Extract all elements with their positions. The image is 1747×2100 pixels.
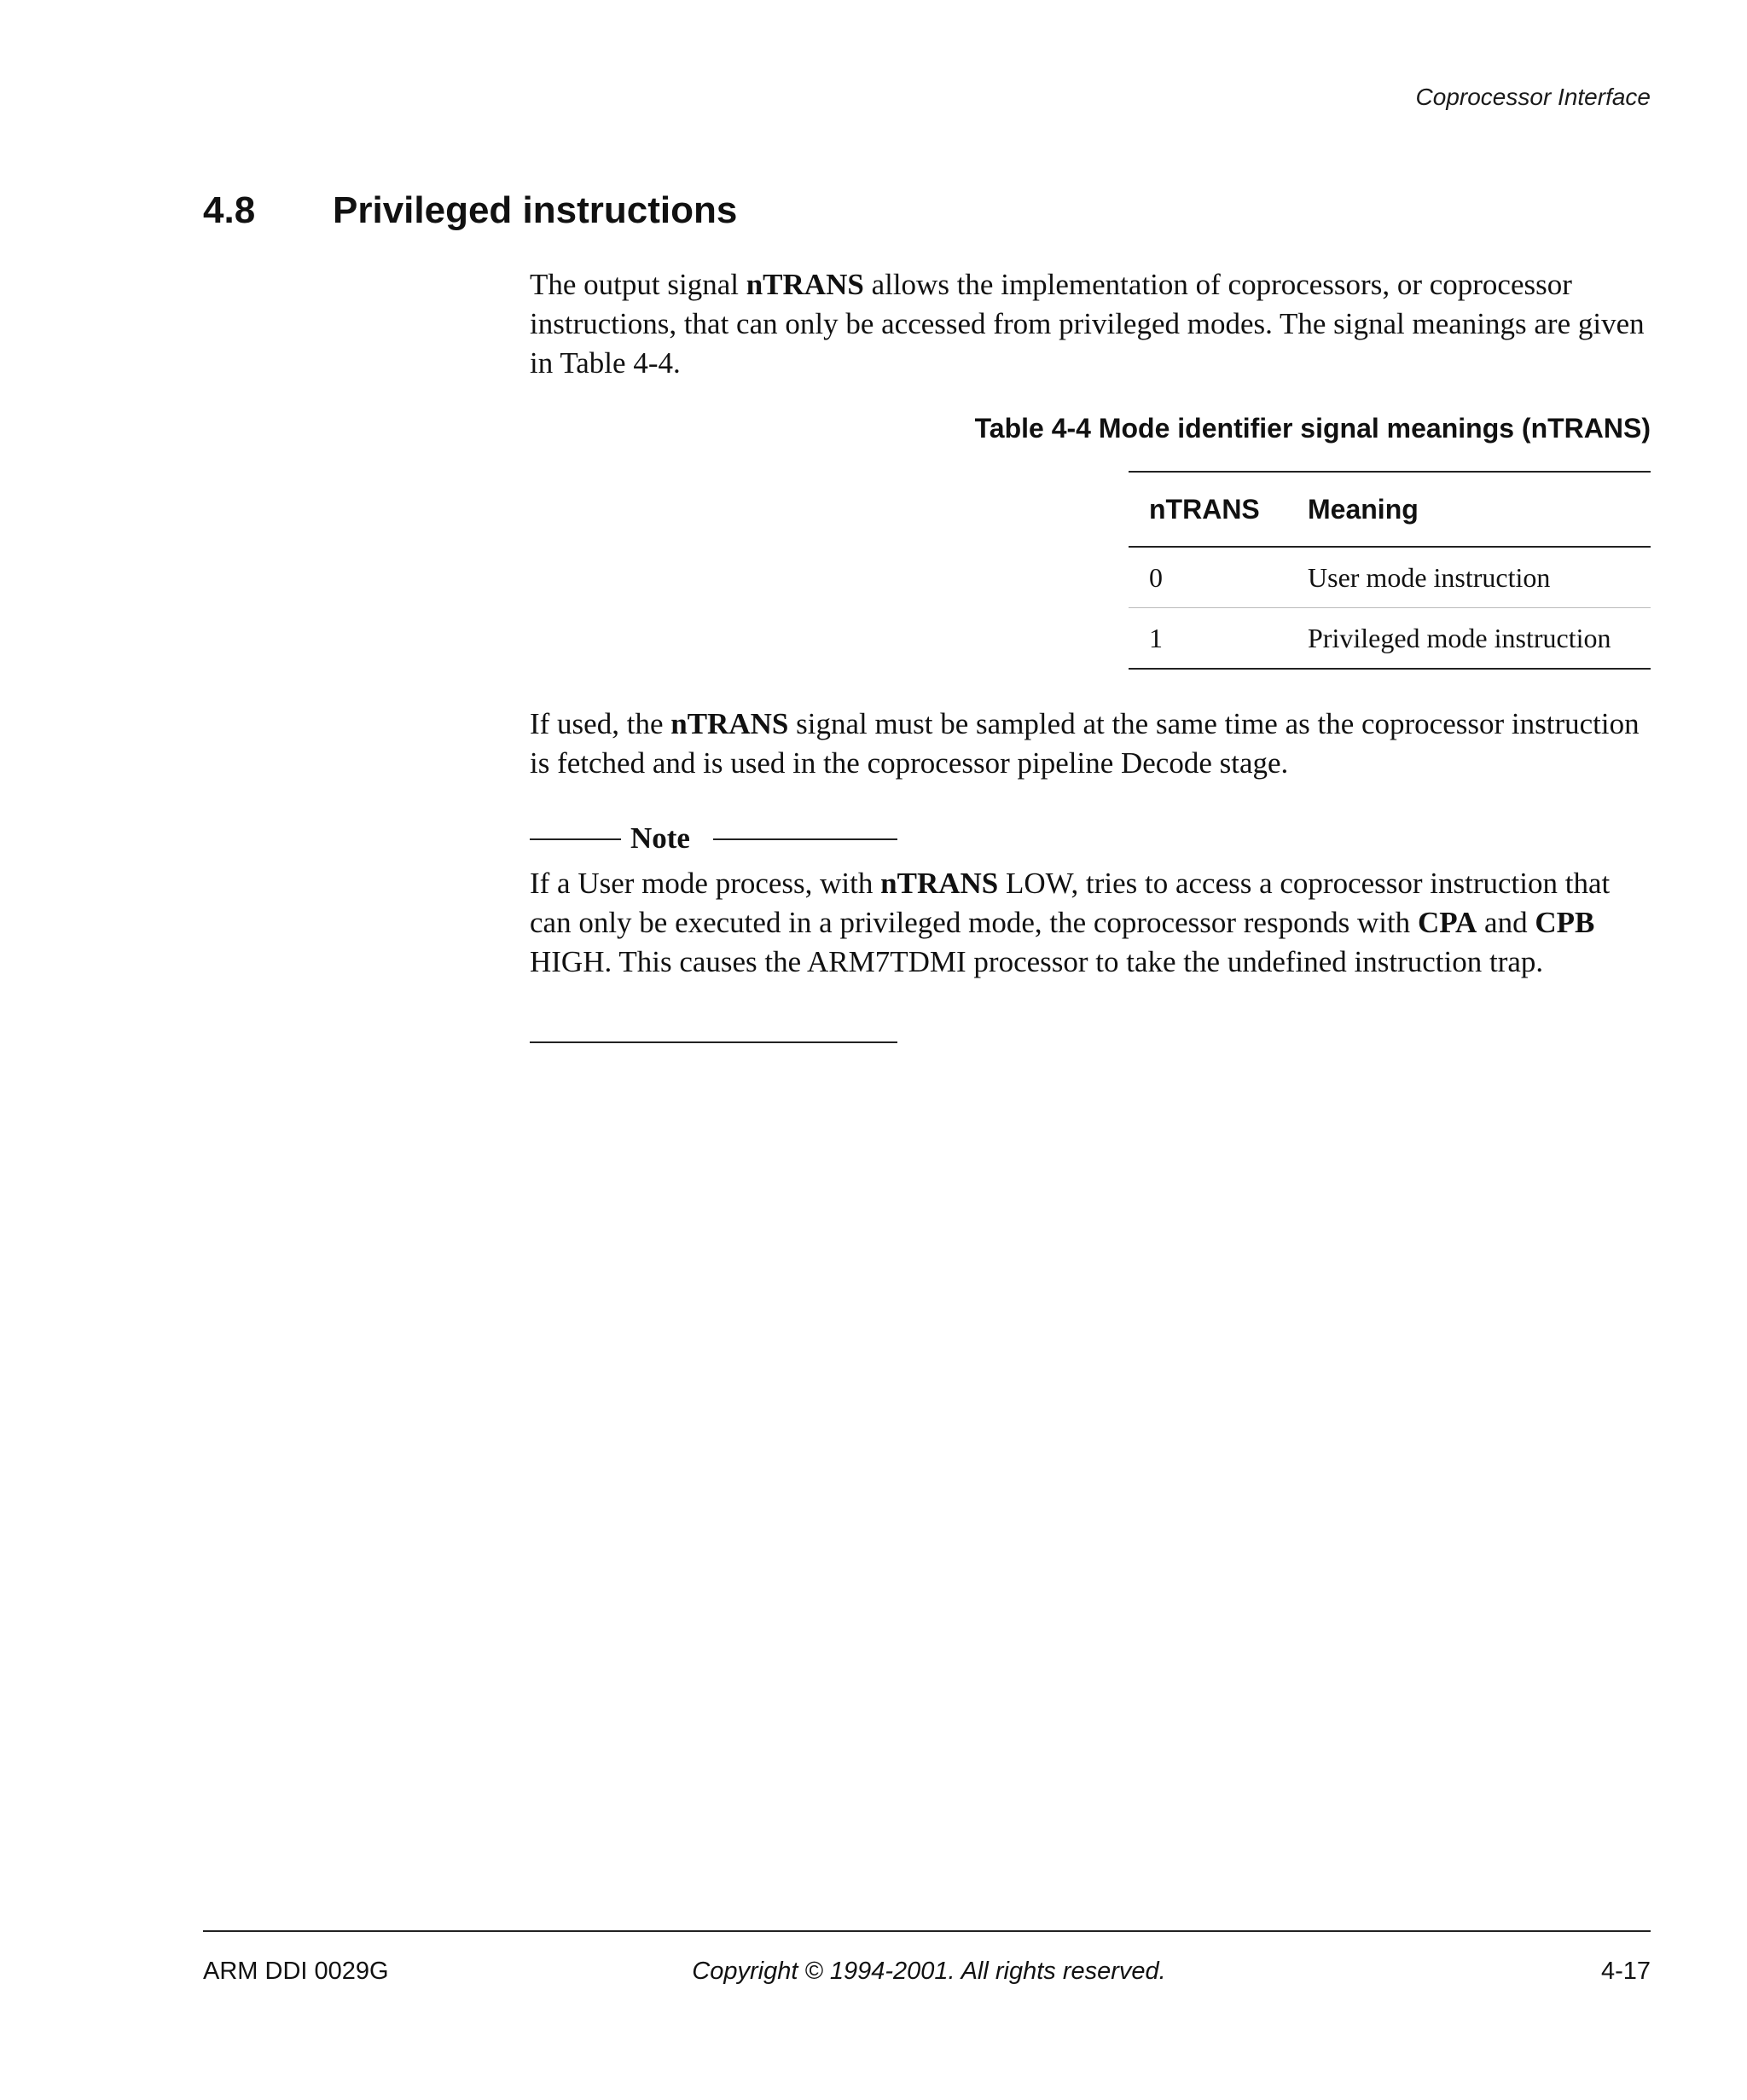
column-header-ntrans: nTRANS [1129,472,1287,547]
text-run: signal must be sampled at the same time as the coprocessor instruction is fetched and is used in the coprocessor pipeline Decode stage. [530,707,1640,780]
table-header-row [1129,472,1651,547]
table-cell: 1 [1129,608,1287,670]
signal-name: nTRANS [880,867,999,900]
footer-doc-id: ARM DDI 0029G [203,1958,389,1985]
note-label: Note [630,821,690,855]
table-cell: 0 [1129,547,1287,608]
signal-name: nTRANS [746,268,864,301]
note-rule-right [713,838,897,840]
text-run: HIGH. This causes the ARM7TDMI processor to take the undefined instruction trap. [530,945,1544,978]
column-header-meaning: Meaning [1287,472,1651,547]
note-paragraph [530,864,1652,982]
signal-name: CPB [1535,906,1595,939]
table-cell: Privileged mode instruction [1287,608,1651,670]
table-caption: Table 4-4 Mode identifier signal meanings (nTRANS) [974,413,1651,444]
text-run: If a User mode process, with [530,867,881,900]
note-rule-left [530,838,621,840]
note-heading [530,817,897,860]
text-run: LOW, tries to access a coprocessor instruction that can only be executed in a privileged mode, the coprocessor responds with [530,867,1611,939]
signal-name: nTRANS [670,707,789,740]
text-run: and [1477,906,1535,939]
text-run: The output signal [530,268,746,301]
table-row [1129,608,1651,670]
mode-identifier-table [1129,471,1651,670]
note-end-rule [530,1041,897,1043]
table-cell: User mode instruction [1287,547,1651,608]
footer-page-number: 4-17 [1600,1958,1651,1985]
sampling-paragraph [530,705,1652,783]
section-title: Privileged instructions [333,189,738,231]
signal-name: CPA [1417,906,1477,939]
section-heading [203,189,737,232]
section-number: 4.8 [203,189,256,231]
running-header: Coprocessor Interface [1415,84,1651,110]
footer-copyright: Copyright © 1994-2001. All rights reserved. [692,1958,1166,1985]
intro-paragraph [530,265,1652,383]
text-run: If used, the [530,707,671,740]
footer-rule [203,1930,1651,1932]
table-row [1129,547,1651,608]
text-run: allows the implementation of coprocessors, or coprocessor instructions, that can only be accessed from privileged modes. The signal meanings are given in Table 4-4. [530,268,1645,380]
